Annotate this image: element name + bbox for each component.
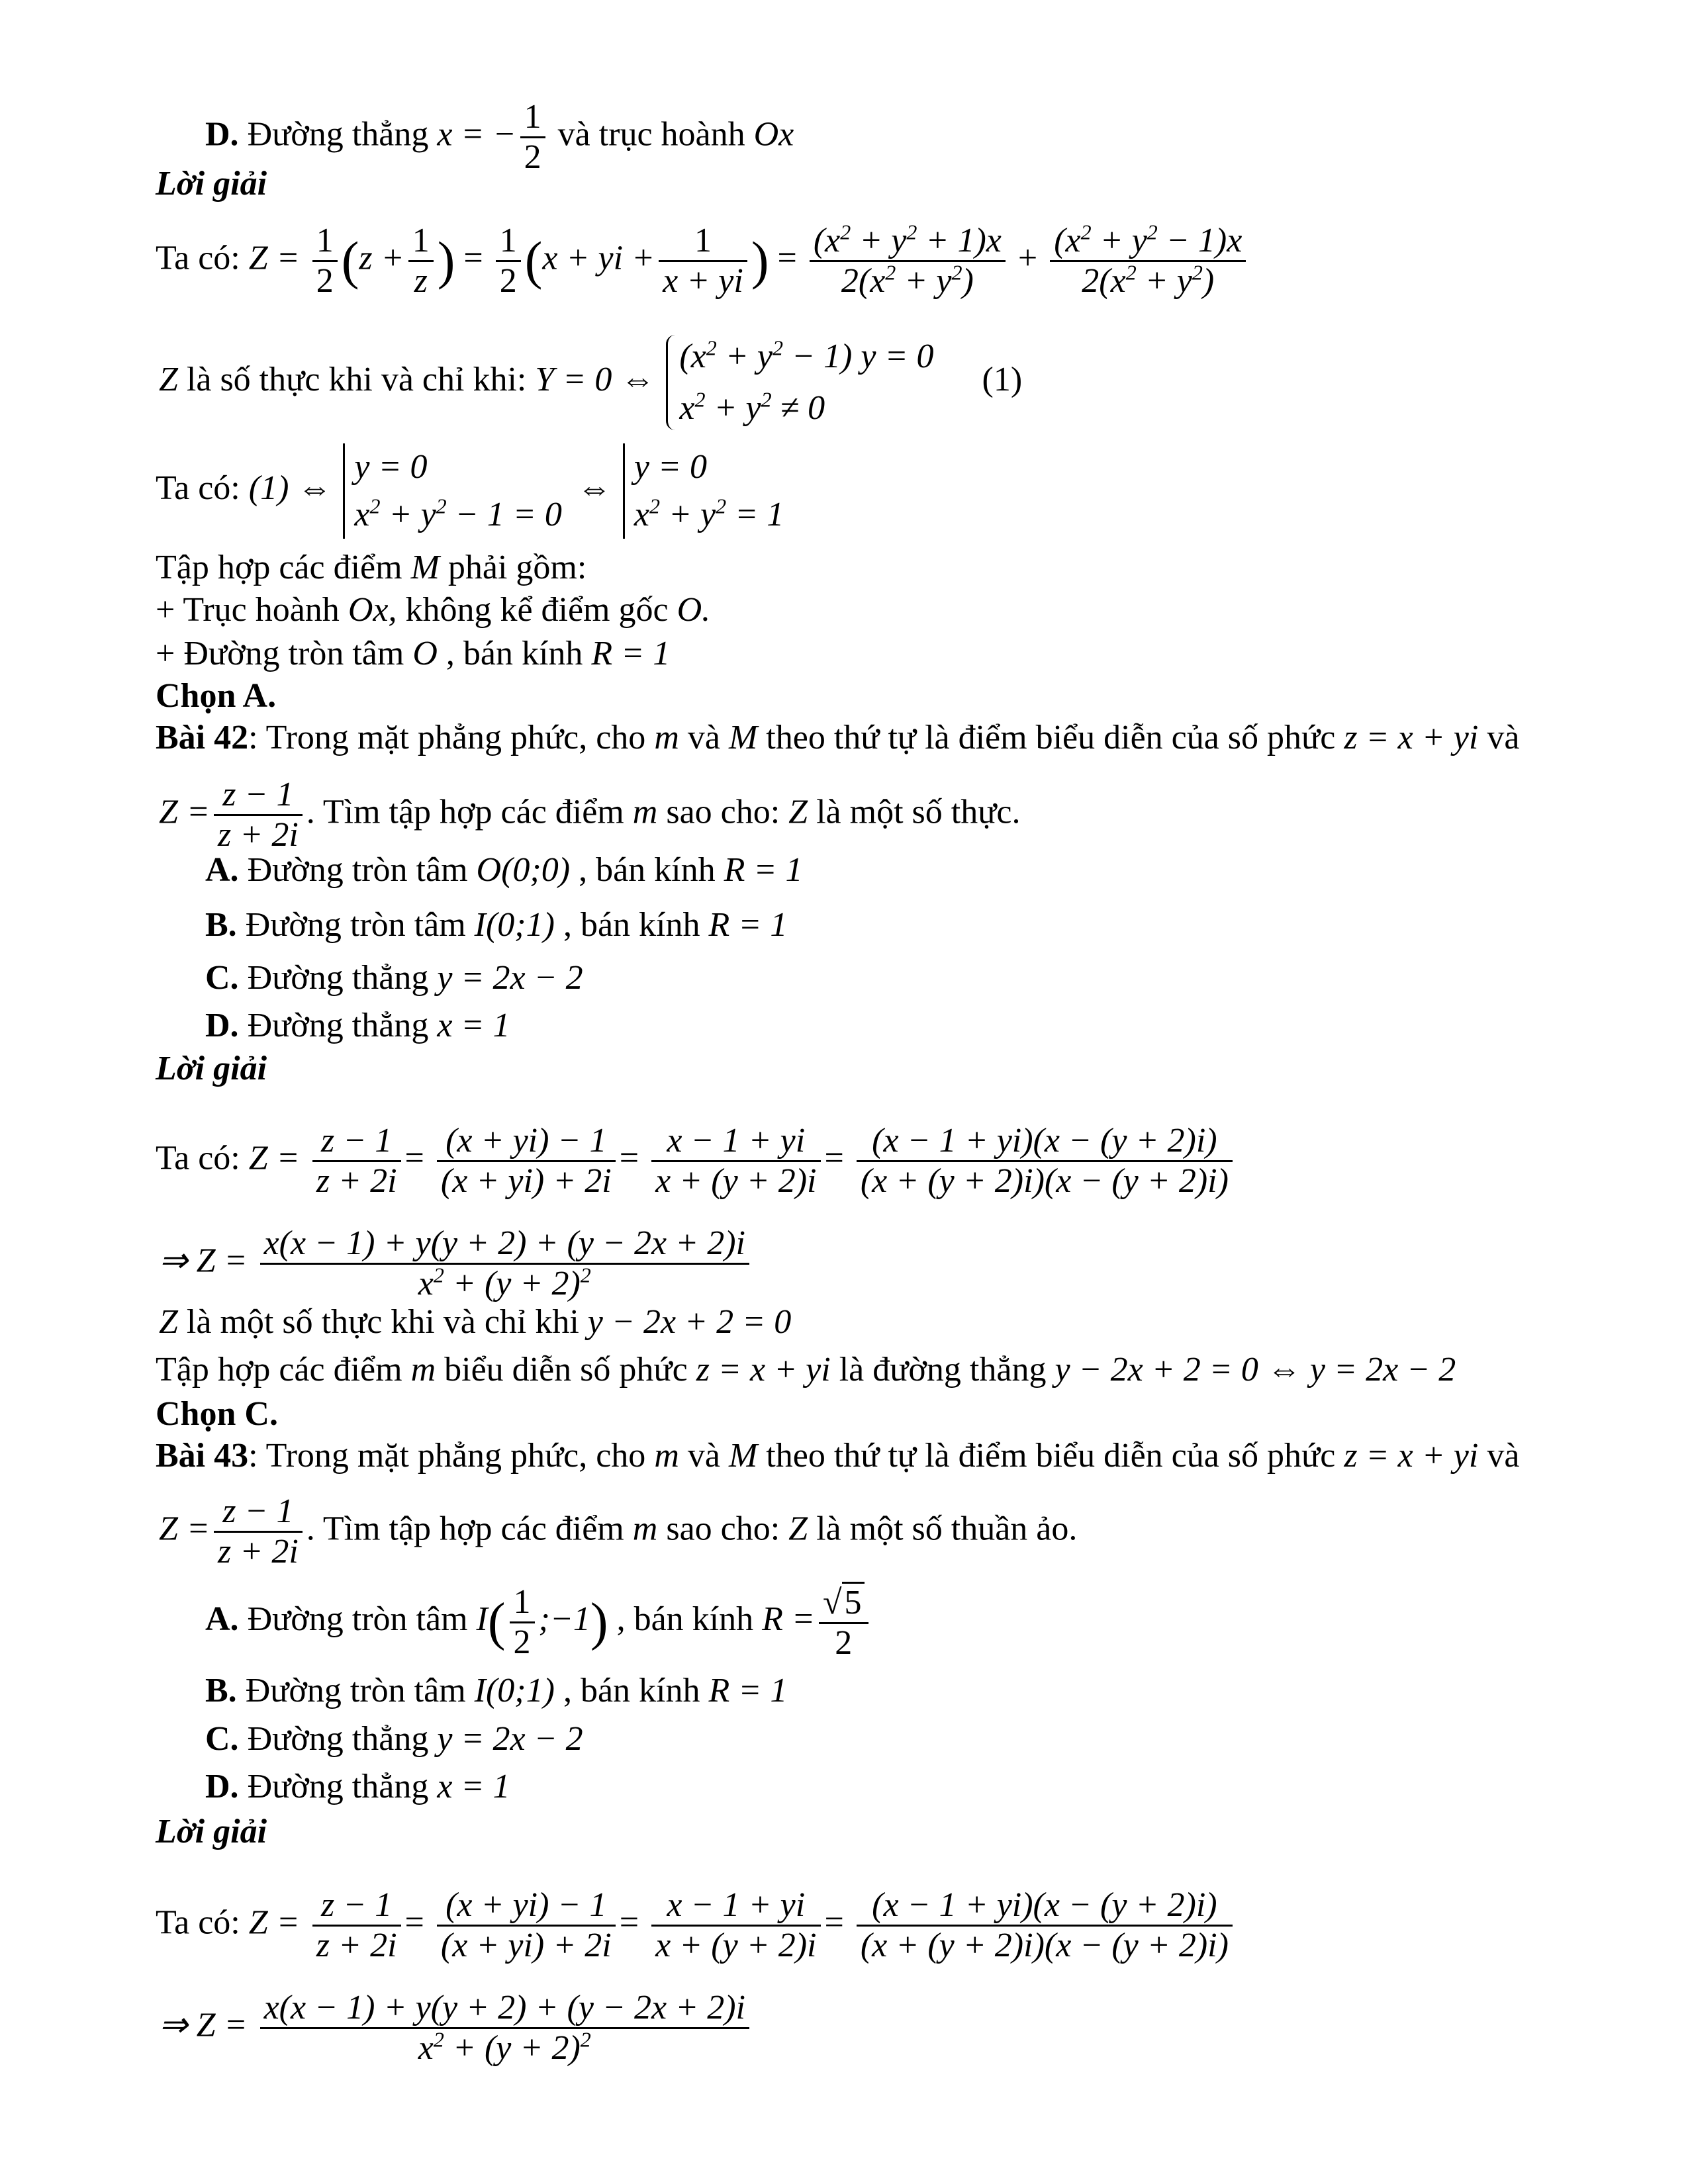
lead-text: Ta có: xyxy=(156,239,240,277)
fraction: $\frac{1}{x + yi}$ xyxy=(659,222,747,300)
problem-label: Bài 43 xyxy=(156,1437,249,1475)
text: phải gồm: xyxy=(447,549,587,586)
formula: R = 1 xyxy=(724,851,803,889)
var: m xyxy=(654,1437,679,1475)
text: + Đường tròn tâm xyxy=(156,635,404,672)
choice-c: Chọn C. xyxy=(156,1395,278,1433)
fraction: $\frac{z - 1}{z + 2i}$ xyxy=(312,1122,401,1201)
option-text: Đường thẳng xyxy=(247,1768,429,1805)
formula: Z = xyxy=(248,239,300,277)
formula: x = − xyxy=(437,115,516,154)
formula: I(0;1) xyxy=(474,1672,555,1709)
option-text: Đường tròn tâm xyxy=(247,1600,468,1638)
fraction: $\frac{(x^2 + y^2 + 1)x}{2(x^2 + y^2)}$ xyxy=(810,222,1006,300)
option-text-2: và trục hoành xyxy=(557,115,745,154)
var: Z xyxy=(788,1510,808,1548)
formula: z = x + yi xyxy=(1344,1437,1479,1475)
set-item-2 xyxy=(156,634,670,674)
text: . Tìm tập hợp các điểm xyxy=(306,1510,624,1548)
set-item-1 xyxy=(156,590,710,630)
option-text: , bán kính xyxy=(563,906,700,944)
var: Ox, xyxy=(348,591,397,629)
formula: x = 1 xyxy=(437,1007,510,1044)
text: và xyxy=(1487,1437,1520,1475)
solution-title: Lời giải xyxy=(156,1813,267,1850)
set-title xyxy=(156,548,586,588)
text: Tập hợp các điểm xyxy=(156,1351,402,1388)
option-text: , bán kính xyxy=(563,1672,700,1709)
text: . Tìm tập hợp các điểm xyxy=(306,793,624,831)
text: : Trong mặt phẳng phức, cho xyxy=(248,1437,646,1475)
fraction: $\frac{1}{2}$ xyxy=(312,222,338,300)
bai42-solution-line-2: ⇒ Z = $\frac{x(x - 1) + y(y + 2) + (y - 2x + 2)i}{x^2 + (y + 2)^2}$ xyxy=(159,1224,753,1303)
lead-text: Ta có: xyxy=(156,469,240,507)
bai42-task: Z = $\frac{z - 1}{z + 2i}$ . Tìm tập hợp các điểm m sao cho: Z là một số thực. xyxy=(159,776,1021,854)
fraction: $\frac{x - 1 + yi}{x + (y + 2)i}$ xyxy=(651,1886,820,1965)
formula: y − 2x + 2 = 0 ⇔ y = 2x − 2 xyxy=(1055,1351,1456,1388)
bai42-option-c[interactable] xyxy=(205,958,583,998)
formula: y = 2x − 2 xyxy=(437,959,583,997)
fraction: $\frac{z - 1}{z + 2i}$ xyxy=(214,1492,303,1571)
text: là một số thực. xyxy=(816,793,1021,831)
text: theo thứ tự là điểm biểu diễn của số phức xyxy=(766,1437,1336,1475)
option-text: Đường thẳng xyxy=(247,1007,429,1044)
var: O xyxy=(412,635,438,672)
bai43-option-b[interactable] xyxy=(205,1671,787,1711)
var: m xyxy=(654,719,679,756)
option-label: D. xyxy=(205,1768,239,1805)
axis-var: Ox xyxy=(753,115,794,154)
bracket-system: y = 0 $x^2 + y^2 - 1 = 0$ xyxy=(343,443,561,539)
fraction: $\frac{(x - 1 + yi)(x - (y + 2)i)}{(x + (y + 2)i)(x - (y + 2)i)}$ xyxy=(857,1122,1233,1201)
formula: y − 2x + 2 = 0 xyxy=(587,1303,792,1341)
fraction: $\frac{(x + yi) - 1}{(x + yi) + 2i}$ xyxy=(437,1886,616,1965)
bai43-task: Z = $\frac{z - 1}{z + 2i}$ . Tìm tập hợp các điểm m sao cho: Z là một số thuần ảo. xyxy=(159,1492,1078,1570)
formula: z = x + yi xyxy=(1344,719,1479,756)
text: và xyxy=(687,1437,720,1475)
var: m xyxy=(632,793,658,831)
option-text: Đường tròn tâm xyxy=(245,906,466,944)
option-label: C. xyxy=(205,959,239,997)
option-label: D. xyxy=(205,1007,239,1044)
formula: R = 1 xyxy=(591,635,671,672)
fraction: $\frac{√5}{2}$ xyxy=(819,1582,868,1662)
option-text: Đường thẳng xyxy=(247,959,429,997)
text: : Trong mặt phẳng phức, cho xyxy=(248,719,646,756)
bai43-stem xyxy=(156,1436,1519,1476)
choice-a: Chọn A. xyxy=(156,677,277,715)
text: + Trục hoành xyxy=(156,591,340,629)
solution-title: Lời giải xyxy=(156,165,267,203)
solution-title: Lời giải xyxy=(156,1050,267,1087)
text: là một số thuần ảo. xyxy=(816,1510,1078,1548)
system-brace: $(x^2 + y^2 - 1) y = 0$ $x^2 + y^2 \ne 0$ xyxy=(663,331,933,434)
fraction: $\frac{z - 1}{z + 2i}$ xyxy=(214,776,303,854)
lead-text: Ta có: xyxy=(156,1139,240,1177)
bai42-option-a[interactable] xyxy=(205,850,802,890)
var: M xyxy=(410,549,440,586)
problem-label: Bài 42 xyxy=(156,719,249,756)
bai42-conclusion-2 xyxy=(156,1350,1456,1390)
option-text: Đường tròn tâm xyxy=(247,851,468,889)
fraction: $\frac{x - 1 + yi}{x + (y + 2)i}$ xyxy=(651,1122,820,1201)
bai43-option-c[interactable] xyxy=(205,1719,583,1759)
option-label: B. xyxy=(205,906,237,944)
text: là đường thẳng xyxy=(839,1351,1047,1388)
option-label: C. xyxy=(205,1720,239,1758)
bai43-solution-line-2: ⇒ Z = $\frac{x(x - 1) + y(y + 2) + (y - 2x + 2)i}{x^2 + (y + 2)^2}$ xyxy=(159,1989,753,2068)
bai42-stem xyxy=(156,718,1519,758)
solution-line-3: Ta có: (1) ⇔ y = 0 $x^2 + y^2 - 1 = 0$ ⇔ y = 0 $x^2 + y^2 = 1$ xyxy=(156,443,784,539)
formula: R = 1 xyxy=(708,1672,788,1709)
option-label: A. xyxy=(205,851,239,889)
text: Tập hợp các điểm xyxy=(156,549,402,586)
text: và xyxy=(687,719,720,756)
fraction: $\frac{(x + yi) - 1}{(x + yi) + 2i}$ xyxy=(437,1122,616,1201)
fraction: $\frac{1}{2}$ xyxy=(510,1583,535,1662)
lead-text: Ta có: xyxy=(156,1903,240,1942)
fraction: $\frac{1}{2}$ xyxy=(496,222,521,300)
text: sao cho: xyxy=(666,793,780,831)
option-text: Đường thẳng xyxy=(247,1720,429,1758)
var: M xyxy=(728,1437,758,1475)
option-label: A. xyxy=(205,1600,239,1638)
formula: y = 2x − 2 xyxy=(437,1720,583,1758)
var: Z xyxy=(788,793,808,831)
formula: x = 1 xyxy=(437,1768,510,1805)
fraction: $\frac{1}{z}$ xyxy=(408,222,434,300)
option-text: Đường tròn tâm xyxy=(245,1672,466,1709)
bai42-conclusion-1: Z là một số thực khi và chỉ khi y − 2x + 2 = 0 xyxy=(159,1303,792,1341)
fraction: $\frac{(x^2 + y^2 - 1)x}{2(x^2 + y^2)}$ xyxy=(1050,222,1246,300)
solution-line-1: Ta có: Z = $\frac{1}{2}$ (z + $\frac{1}{z}$ ) = $\frac{1}{2}$ (x + yi + $\frac{1}{x + yi}$ ) = $\frac{(x^2 + y^2 + 1)x}{2(x^2 + y^2)}$ + $\frac{(x^2 + y^2 - 1)x}{2(x^2 + y^2)}$ xyxy=(156,222,1250,300)
text: không kể điểm gốc xyxy=(405,591,669,629)
bai43-option-a[interactable]: A. Đường tròn tâm I( $\frac{1}{2}$ ;−1) , bán kính R = $\frac{√5}{2}$ xyxy=(205,1582,872,1662)
formula: z = x + yi xyxy=(696,1351,831,1388)
formula: O(0;0) xyxy=(476,851,571,889)
text: , bán kính xyxy=(445,635,583,672)
bai43-option-d[interactable] xyxy=(205,1767,510,1807)
option-text: , bán kính xyxy=(616,1600,754,1638)
solution-line-2: Z là số thực khi và chỉ khi: Y = 0 ⇔ $(x^2 + y^2 - 1) y = 0$ $x^2 + y^2 \ne 0$ (1) xyxy=(159,331,1022,434)
fraction: $\frac{x(x - 1) + y(y + 2) + (y - 2x + 2)i}{x^2 + (y + 2)^2}$ xyxy=(260,1989,749,2068)
var: m xyxy=(410,1351,436,1388)
text: là một số thực khi và chỉ khi xyxy=(186,1303,579,1341)
lead-text: là số thực khi và chỉ khi: xyxy=(186,360,527,398)
option-text: , bán kính xyxy=(579,851,716,889)
var: M xyxy=(728,719,758,756)
fraction: $\frac{z - 1}{z + 2i}$ xyxy=(312,1886,401,1965)
fraction: $\frac{x(x - 1) + y(y + 2) + (y - 2x + 2)i}{x^2 + (y + 2)^2}$ xyxy=(260,1224,749,1303)
fraction: $\frac{1}{2}$ xyxy=(520,98,545,177)
bai43-solution-line-1: Ta có: Z = $\frac{z - 1}{z + 2i}$ = $\frac{(x + yi) - 1}{(x + yi) + 2i}$ = $\frac{x - 1 + yi}{x + (y + 2)i}$ = $\frac{(x - 1 + yi)(x - (y + 2)i)}{(x + (y + 2)i)(x - (y + 2)i)}$ xyxy=(156,1886,1237,1965)
option-text: Đường thẳng xyxy=(247,115,429,154)
text: theo thứ tự là điểm biểu diễn của số phức xyxy=(766,719,1336,756)
formula: I(0;1) xyxy=(474,906,555,944)
option-label: B. xyxy=(205,1672,237,1709)
formula: R = 1 xyxy=(708,906,788,944)
equation-mark: (1) xyxy=(982,360,1023,398)
fraction: $\frac{(x - 1 + yi)(x - (y + 2)i)}{(x + (y + 2)i)(x - (y + 2)i)}$ xyxy=(857,1886,1233,1965)
bai42-option-b[interactable] xyxy=(205,905,787,945)
var: m xyxy=(632,1510,658,1548)
bai42-option-d[interactable] xyxy=(205,1006,510,1046)
option-label: D. xyxy=(205,115,239,154)
bai42-solution-line-1: Ta có: Z = $\frac{z - 1}{z + 2i}$ = $\frac{(x + yi) - 1}{(x + yi) + 2i}$ = $\frac{x - 1 + yi}{x + (y + 2)i}$ = $\frac{(x - 1 + yi)(x - (y + 2)i)}{(x + (y + 2)i)(x - (y + 2)i)}$ xyxy=(156,1122,1237,1201)
text: sao cho: xyxy=(666,1510,780,1548)
var: O. xyxy=(677,591,711,629)
text: và xyxy=(1487,719,1520,756)
bracket-system: y = 0 $x^2 + y^2 = 1$ xyxy=(623,443,784,539)
prev-option-d xyxy=(205,98,794,177)
text: biểu diễn số phức xyxy=(444,1351,688,1388)
